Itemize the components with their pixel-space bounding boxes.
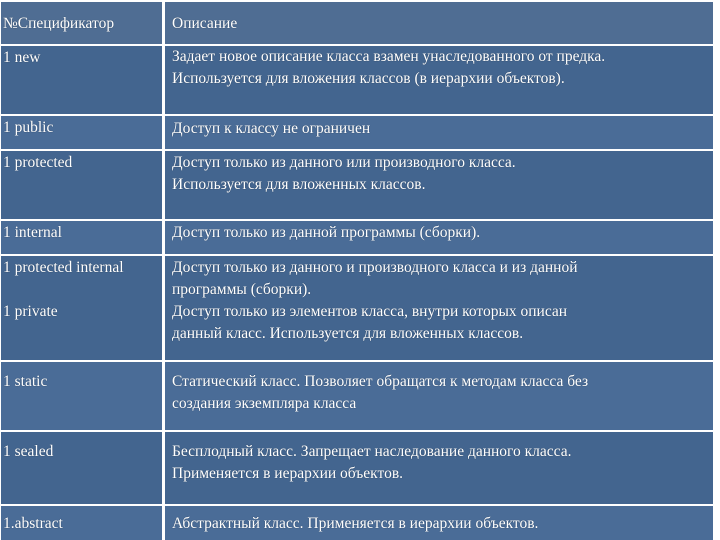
desc-line: Задает новое описание класса взамен унаследованного от предка. bbox=[172, 48, 606, 65]
desc-line: Доступ только из данной программы (сборки). bbox=[172, 224, 481, 241]
table-row-spec bbox=[1, 432, 162, 504]
table-row-desc bbox=[165, 362, 713, 430]
desc-line: Доступ только из данного или производного класса. bbox=[172, 154, 516, 171]
spec-public: 1 public bbox=[3, 119, 54, 136]
table-row-spec bbox=[1, 506, 162, 540]
header-spec-cell bbox=[1, 2, 162, 44]
table-row-desc bbox=[165, 116, 713, 149]
table-row-desc bbox=[165, 151, 713, 219]
desc-line: Доступ только из элементов класса, внутри которых описан bbox=[172, 303, 568, 320]
desc-line: программы (сборки). bbox=[172, 281, 312, 298]
table-row-desc bbox=[165, 256, 713, 360]
spec-static: 1 static bbox=[3, 373, 48, 390]
desc-line: данный класс. Используется для вложенных классов. bbox=[172, 325, 524, 342]
spec-sealed: 1 sealed bbox=[3, 443, 54, 460]
table-row-spec bbox=[1, 221, 162, 254]
spec-new: 1 new bbox=[3, 49, 41, 66]
desc-line: Абстрактный класс. Применяется в иерархии объектов. bbox=[172, 515, 539, 532]
desc-line: создания экземпляра класса bbox=[172, 395, 357, 412]
desc-line: Применяется в иерархии объектов. bbox=[172, 465, 404, 482]
table-row-spec bbox=[1, 256, 162, 360]
table-row-desc bbox=[165, 221, 713, 254]
table-row-desc bbox=[165, 506, 713, 540]
spec-abstract: 1.abstract bbox=[3, 515, 63, 532]
table-row-spec bbox=[1, 151, 162, 219]
desc-line: Используется для вложенных классов. bbox=[172, 176, 426, 193]
spec-internal: 1 internal bbox=[3, 224, 62, 241]
header-desc: Описание bbox=[172, 15, 238, 32]
header-desc-cell bbox=[165, 2, 713, 44]
header-spec: №Спецификатор bbox=[3, 15, 115, 32]
desc-line: Доступ к классу не ограничен bbox=[172, 120, 371, 137]
desc-line: Доступ только из данного и производного класса и из данной bbox=[172, 259, 578, 276]
desc-line: Бесплодный класс. Запрещает наследование данного класса. bbox=[172, 443, 572, 460]
spec-protected: 1 protected bbox=[3, 154, 73, 171]
desc-line: Используется для вложения классов (в иерархии объектов). bbox=[172, 70, 565, 87]
spec-private: 1 private bbox=[3, 303, 58, 320]
table-row-spec bbox=[1, 46, 162, 114]
table-row-spec bbox=[1, 362, 162, 430]
table-row-spec bbox=[1, 116, 162, 149]
table-row-desc bbox=[165, 46, 713, 114]
table-row-desc bbox=[165, 432, 713, 504]
desc-line: Статический класс. Позволяет обращатся к методам класса без bbox=[172, 373, 589, 390]
spec-protected-internal: 1 protected internal bbox=[3, 259, 124, 276]
